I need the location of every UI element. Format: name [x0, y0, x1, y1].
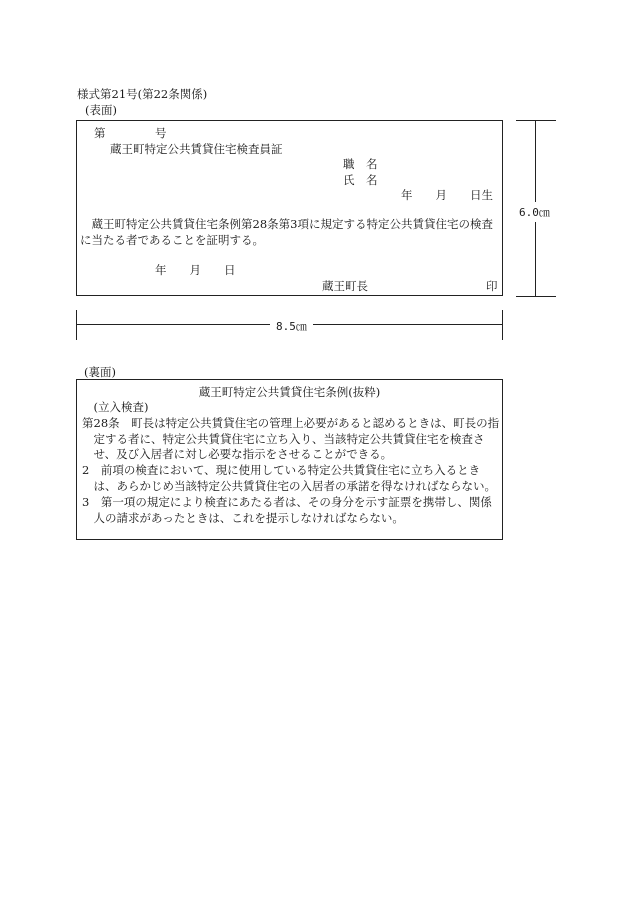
birth-date-label: 年 月 日生: [401, 188, 493, 202]
card-number-suffix: 号: [155, 126, 167, 140]
width-dimension-tick-left: [76, 310, 77, 340]
card-title: 蔵王町特定公共賃貸住宅検査員証: [110, 142, 283, 156]
inspector-card-front: [76, 120, 503, 296]
width-dimension-label: 8.5㎝: [270, 318, 313, 334]
front-side-label: (表面): [85, 103, 117, 117]
card-number-label: 第: [94, 126, 106, 140]
ordinance-heading: (立入検査): [93, 400, 149, 414]
job-title-label: 職 名: [343, 157, 378, 171]
width-dimension-tick-right: [502, 310, 503, 340]
ordinance-article-2: 2 前項の検査において、現に使用している特定公共賃貸住宅に立ち入るときは、あらかじめ当該特定公共賃貸住宅の入居者の承諾を得なければならない。: [82, 463, 496, 493]
inspector-card-back: [76, 379, 503, 540]
issue-date: 年 月 日: [155, 263, 236, 277]
form-title: 様式第21号(第22条関係): [77, 87, 208, 101]
height-dimension-tick-top: [516, 120, 556, 121]
name-label: 氏 名: [343, 173, 378, 187]
height-dimension-tick-bottom: [516, 296, 556, 297]
certification-text: 蔵王町特定公共賃貸住宅条例第28条第3項に規定する特定公共賃貸住宅の検査に当たる者であることを証明する。: [80, 217, 493, 247]
back-side-label: (裏面): [84, 365, 116, 379]
ordinance-article-1: 第28条 町長は特定公共賃貸住宅の管理上必要があると認めるときは、町長の指定する者に、特定公共賃貸住宅に立ち入り、当該特定公共賃貸住宅を検査させ、及び入居者に対し必要な指示をさせることができる。: [82, 415, 500, 462]
mayor-title: 蔵王町長: [322, 279, 368, 293]
height-dimension-label: 6.0㎝: [519, 202, 550, 222]
seal-mark: 印: [486, 279, 498, 293]
ordinance-body: [82, 400, 500, 526]
ordinance-article-3: 3 第一項の規定により検査にあたる者は、その身分を示す証票を携帯し、関係人の請求があったときは、これを提示しなければならない。: [82, 494, 492, 525]
ordinance-title: 蔵王町特定公共賃貸住宅条例(抜粋): [198, 385, 381, 399]
